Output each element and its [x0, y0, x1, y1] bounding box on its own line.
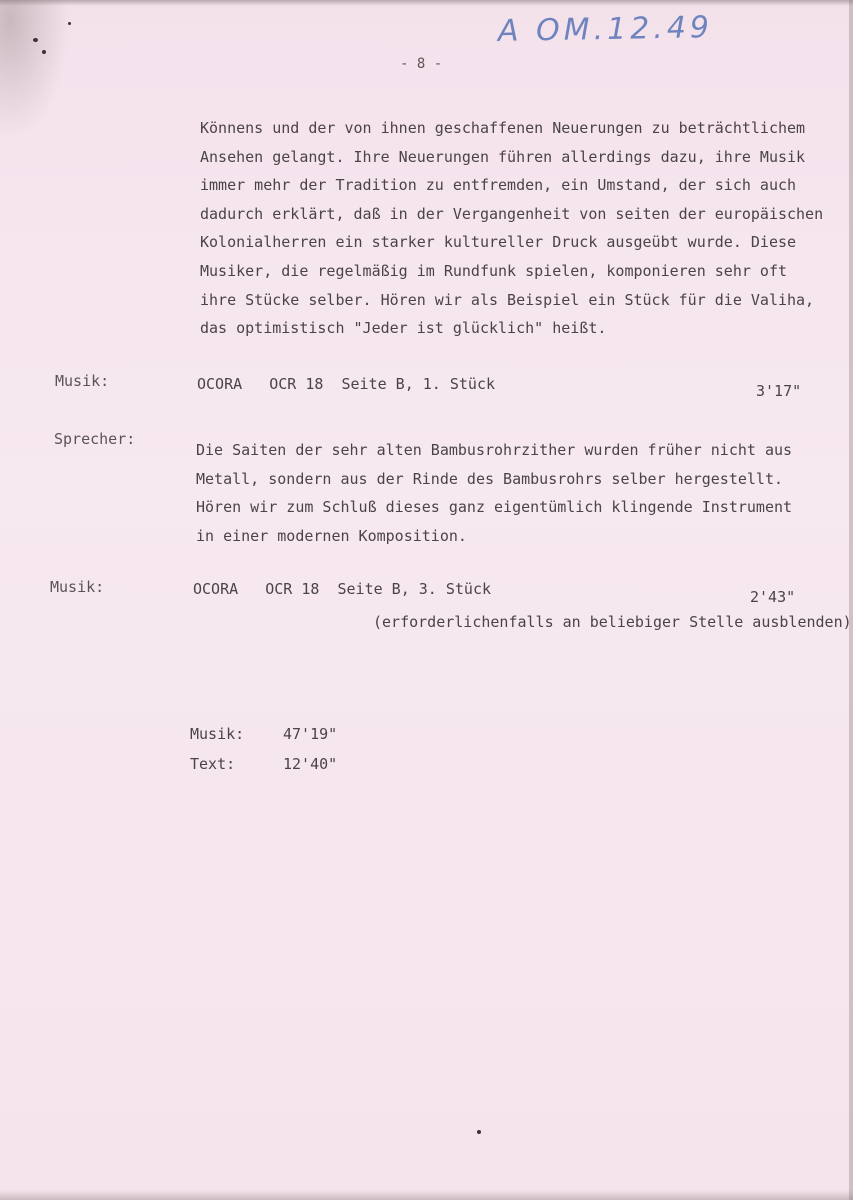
text-line: Metall, sondern aus der Rinde des Bambusrohrs selber hergestellt. — [196, 469, 783, 488]
text-line: ihre Stücke selber. Hören wir als Beispiel ein Stück für die Valiha, — [200, 290, 815, 309]
ink-speck — [477, 1130, 481, 1134]
total-music-value: 47'19" — [283, 725, 338, 743]
scan-edge-top — [0, 0, 853, 6]
music-label-1: Musik: — [55, 372, 110, 390]
speaker-label: Sprecher: — [54, 430, 136, 448]
text-line: Könnens und der von ihnen geschaffenen Neuerungen zu beträchtlichem — [200, 119, 806, 137]
text-line: Kolonialherren ein starker kultureller Druck ausgeübt wurde. Diese — [200, 233, 797, 252]
total-music-label: Musik: — [190, 725, 245, 743]
text-line: Die Saiten der sehr alten Bambusrohrzither wurden früher nicht aus — [196, 441, 793, 459]
music-note-2: (erforderlichenfalls an beliebiger Stelle ausblenden) — [373, 613, 852, 631]
text-line: Musiker, die regelmäßig im Rundfunk spielen, komponieren sehr oft — [200, 261, 787, 280]
ink-speck — [68, 22, 71, 25]
music-cue-2: OCORA OCR 18 Seite B, 3. Stück — [193, 580, 492, 598]
text-line: immer mehr der Tradition zu entfremden, ein Umstand, der sich auch — [200, 176, 797, 195]
text-line: Hören wir zum Schluß dieses ganz eigentümlich klingende Instrument — [196, 498, 793, 517]
archive-number-handwritten: A OM.12.49 — [497, 10, 714, 49]
page-number: - 8 - — [400, 56, 443, 72]
total-text-label: Text: — [190, 755, 236, 773]
music-label-2: Musik: — [50, 578, 105, 596]
scan-shadow-corner — [0, 0, 70, 140]
speaker-paragraph — [196, 436, 792, 550]
text-line: in einer modernen Komposition. — [196, 526, 467, 545]
music-duration-1: 3'17" — [756, 382, 802, 400]
music-cue-1: OCORA OCR 18 Seite B, 1. Stück — [197, 375, 496, 393]
total-text-value: 12'40" — [283, 755, 338, 773]
music-duration-2: 2'43" — [750, 588, 796, 606]
text-line: dadurch erklärt, daß in der Vergangenheit von seiten der europäischen — [200, 204, 824, 223]
ink-speck — [33, 38, 38, 42]
scan-edge-right — [849, 0, 853, 1200]
scan-edge-bottom — [0, 1190, 853, 1200]
text-line: das optimistisch "Jeder ist glücklich" heißt. — [200, 319, 607, 338]
text-line: Ansehen gelangt. Ihre Neuerungen führen allerdings dazu, ihre Musik — [200, 147, 806, 166]
intro-paragraph — [200, 114, 823, 343]
ink-speck — [42, 50, 46, 54]
